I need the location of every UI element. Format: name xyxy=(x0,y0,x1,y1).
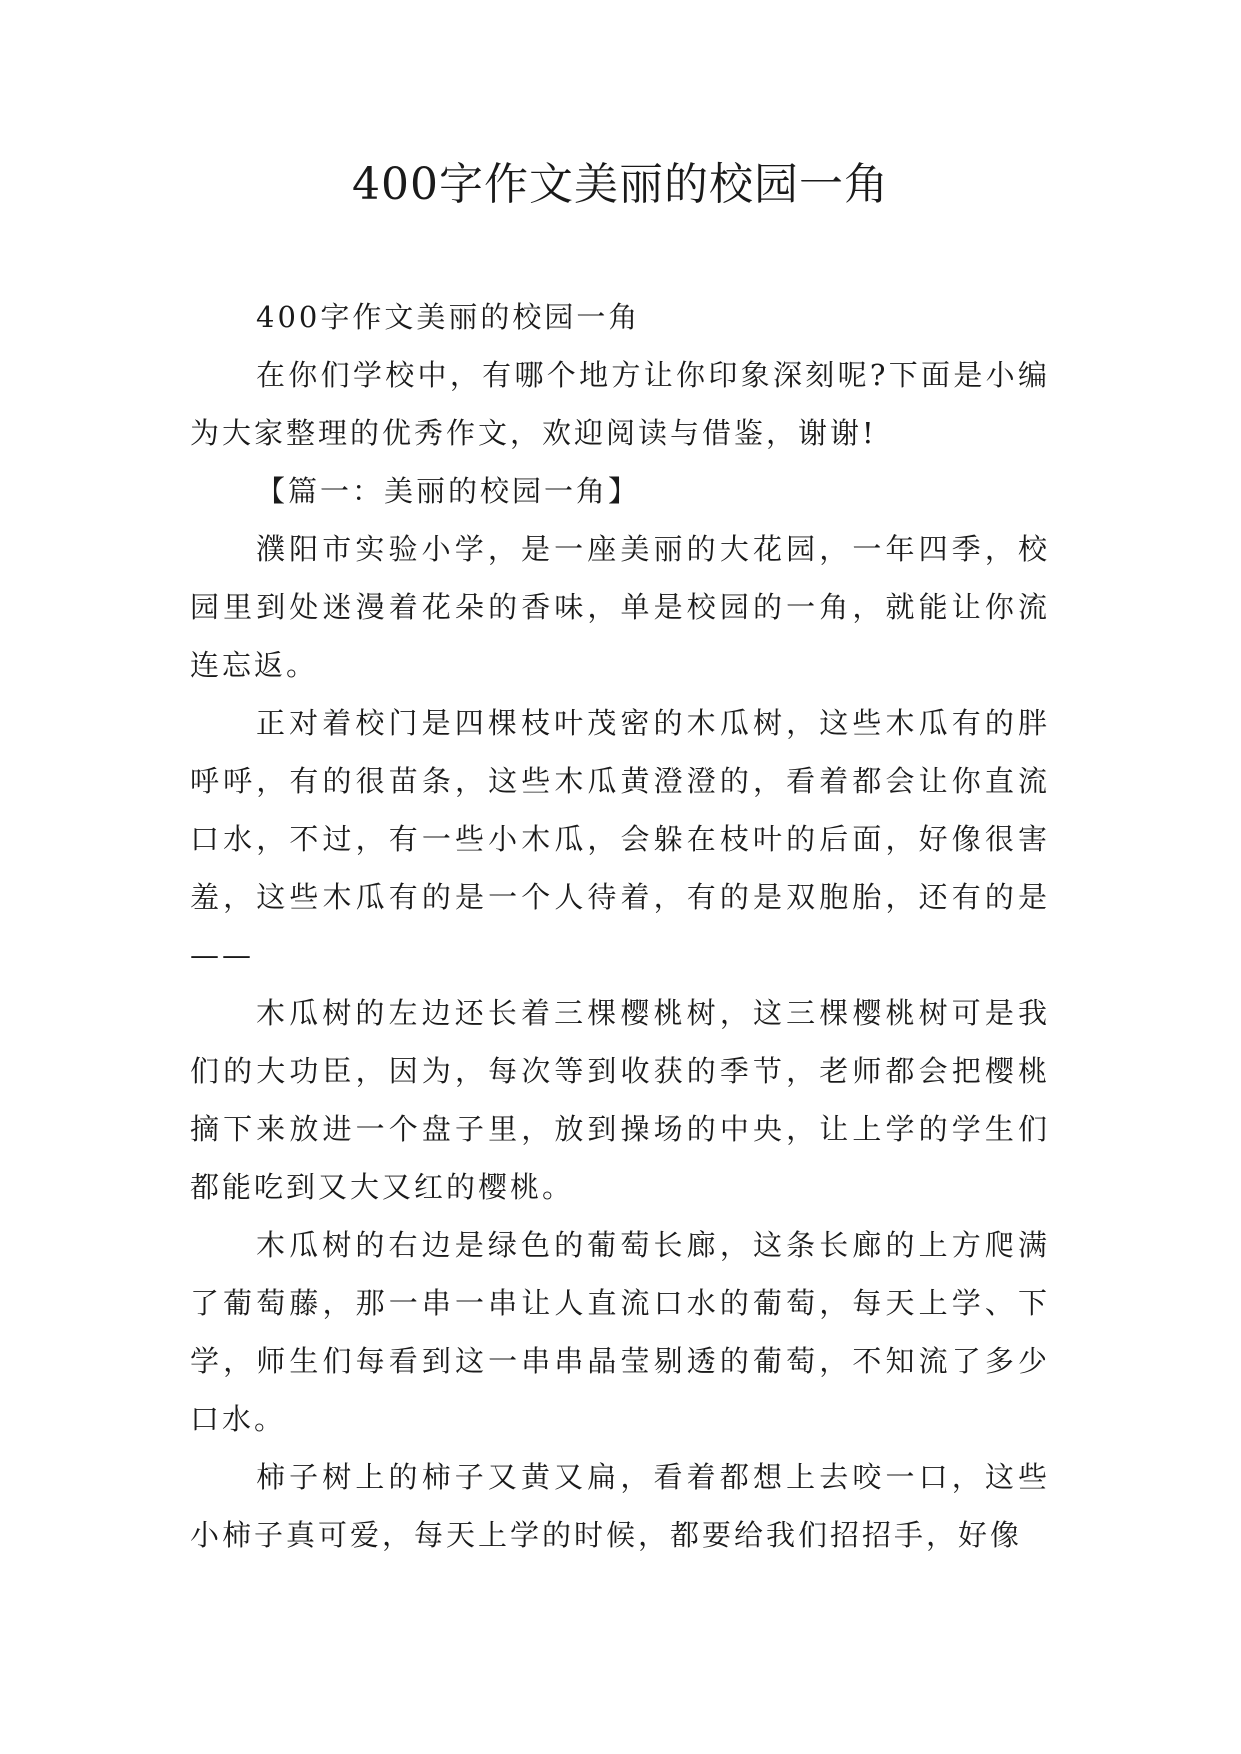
paragraph-section-heading: 【篇一：美丽的校园一角】 xyxy=(256,474,641,508)
paragraph-school: 濮阳市实验小学，是一座美丽的大花园，一年四季，校园里到处迷漫着花朵的香味，单是校园的一角，就能让你流连忘返。 xyxy=(190,532,1050,682)
paragraph-persimmon: 柿子树上的柿子又黄又扁，看着都想上去咬一口，这些小柿子真可爱，每天上学的时候，都要给我们招招手，好像 xyxy=(190,1460,1050,1552)
document-title: 400字作文美丽的校园一角 xyxy=(352,159,889,210)
paragraph-grape: 木瓜树的右边是绿色的葡萄长廊，这条长廊的上方爬满了葡萄藤，那一串一串让人直流口水的葡萄，每天上学、下学，师生们每看到这一串串晶莹剔透的葡萄，不知流了多少口水。 xyxy=(190,1228,1050,1436)
paragraph-papaya: 正对着校门是四棵枝叶茂密的木瓜树，这些木瓜有的胖呼呼，有的很苗条，这些木瓜黄澄澄的，看着都会让你直流口水，不过，有一些小木瓜，会躲在枝叶的后面，好像很害羞，这些木瓜有的是一个人待着，有的是双胞胎，还有的是—— xyxy=(190,706,1050,972)
paragraph-cherry: 木瓜树的左边还长着三棵樱桃树，这三棵樱桃树可是我们的大功臣，因为，每次等到收获的季节，老师都会把樱桃摘下来放进一个盘子里，放到操场的中央，让上学的学生们都能吃到又大又红的樱桃。 xyxy=(190,996,1050,1204)
paragraph-intro: 在你们学校中，有哪个地方让你印象深刻呢?下面是小编为大家整理的优秀作文，欢迎阅读与借鉴，谢谢! xyxy=(190,358,1050,450)
paragraph-subtitle: 400字作文美丽的校园一角 xyxy=(256,300,641,334)
document-body xyxy=(190,288,1050,1564)
